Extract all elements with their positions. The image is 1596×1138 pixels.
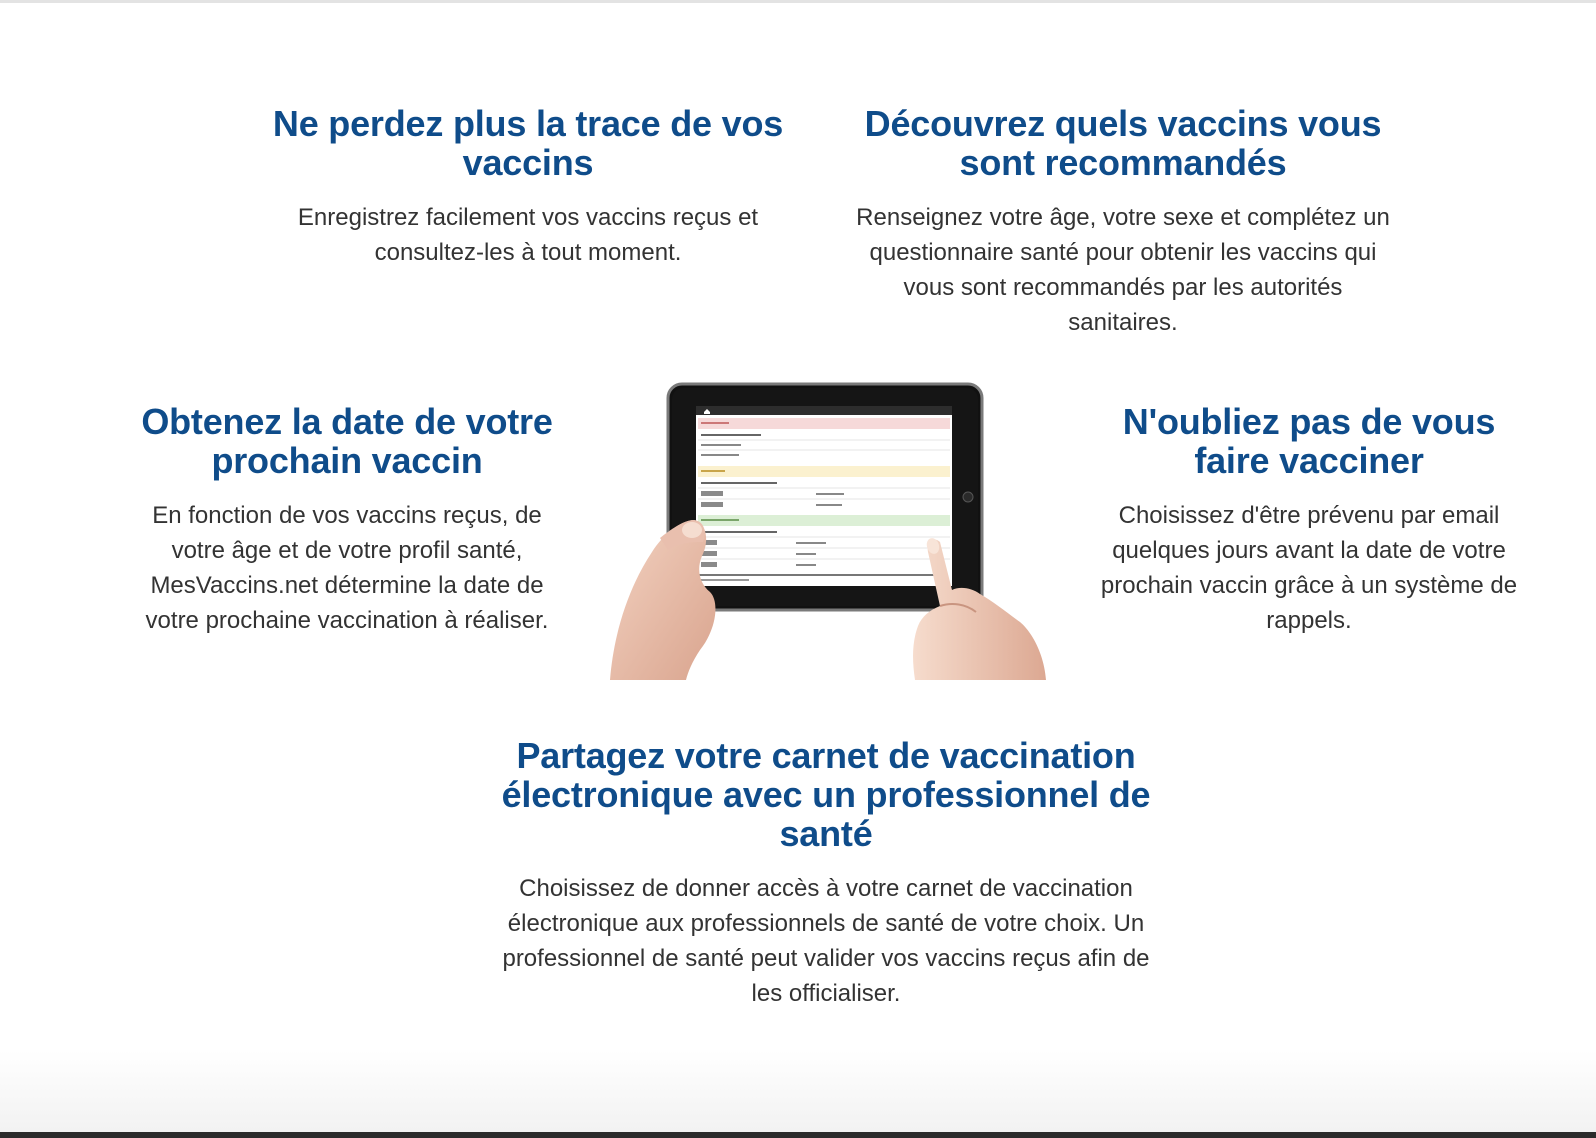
feature-title: Ne perdez plus la trace de vos vaccins xyxy=(272,103,784,183)
feature-track-vaccines xyxy=(258,104,798,270)
feature-title: N'oubliez pas de vous faire vacciner xyxy=(1122,401,1496,481)
tablet-in-hands-icon xyxy=(600,380,1050,680)
footer-bar xyxy=(0,1132,1596,1138)
feature-title: Découvrez quels vaccins vous sont recommandés xyxy=(864,103,1382,183)
feature-text: Choisissez de donner accès à votre carnet de vaccination électronique aux professionnels de santé de votre choix. Un professionnel de santé peut valider vos vaccins reçus afin de les officialiser. xyxy=(502,875,1150,1007)
feature-next-vaccine-date xyxy=(132,402,562,638)
footer-fade xyxy=(0,1050,1596,1138)
top-divider xyxy=(0,0,1596,3)
feature-text: Renseignez votre âge, votre sexe et complétez un questionnaire santé pour obtenir les vaccins qui vous sont recommandés par les autorités sanitaires. xyxy=(856,204,1390,336)
feature-text: Choisissez d'être prévenu par email quelques jours avant la date de votre prochain vaccin grâce à un système de rappels. xyxy=(1100,502,1518,634)
feature-share-record xyxy=(488,736,1164,1011)
feature-title: Obtenez la date de votre prochain vaccin xyxy=(141,401,553,481)
feature-reminders xyxy=(1094,402,1524,638)
feature-title: Partagez votre carnet de vaccination électronique avec un professionnel de santé xyxy=(501,735,1151,854)
feature-recommended-vaccines xyxy=(850,104,1396,340)
feature-text: En fonction de vos vaccins reçus, de votre âge et de votre profil santé, MesVaccins.net détermine la date de votre prochaine vaccination à réaliser. xyxy=(145,502,549,634)
feature-text: Enregistrez facilement vos vaccins reçus et consultez-les à tout moment. xyxy=(297,204,759,266)
